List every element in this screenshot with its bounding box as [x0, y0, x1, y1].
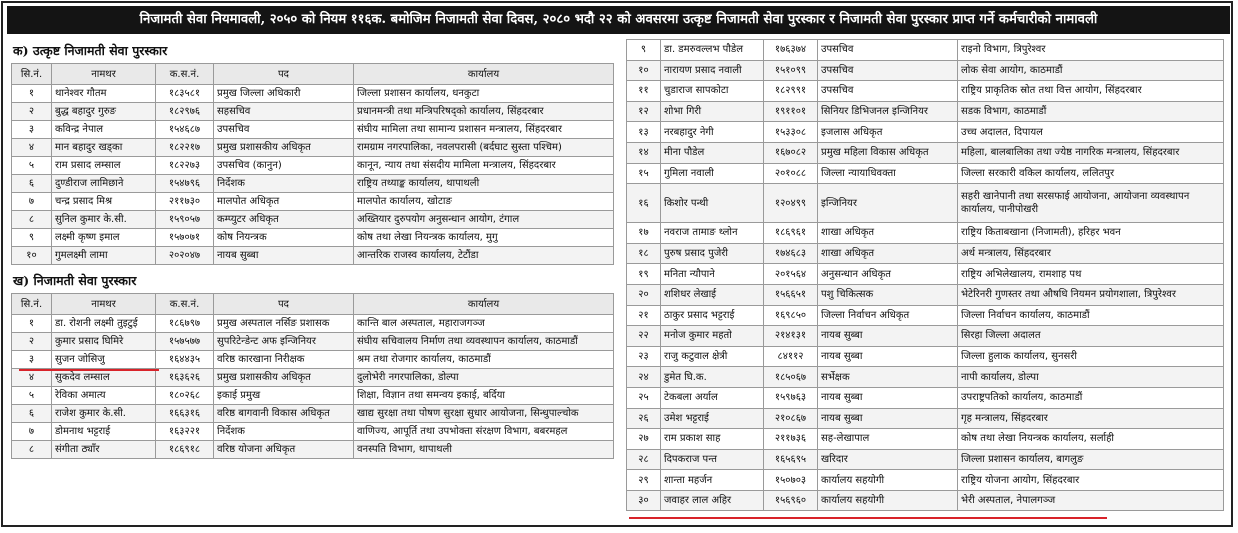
cell-post: नायब सुब्बा: [818, 346, 958, 367]
table-header-row: [12, 294, 614, 315]
section-b-title: ख) निजामती सेवा पुरस्कार: [13, 273, 137, 288]
cell-office: खाद्य सुरक्षा तथा पोषण सुरक्षा सुधार आयोजना, सिन्धुपाल्चोक: [354, 405, 614, 423]
cell-code: १५७०७१: [156, 229, 214, 247]
cell-office: दुलोभेरी नगरपालिका, डोल्पा: [354, 369, 614, 387]
table-service-award: [11, 293, 614, 459]
table-row: [12, 193, 614, 211]
cell-post: कार्यालय सहयोगी: [818, 470, 958, 491]
cell-name: किशोर पन्थी: [661, 184, 764, 223]
cell-code: १५९०५७: [156, 211, 214, 229]
cell-post: जिल्ला न्यायाधिवक्ता: [818, 163, 958, 184]
cell-code: १८२२१७: [156, 139, 214, 157]
cell-office: सिरहा जिल्ला अदालत: [958, 326, 1224, 347]
cell-sn: १६: [627, 184, 661, 223]
cell-name: मनोज कुमार महतो: [661, 326, 764, 347]
cell-post: प्रमुख अस्पताल नर्सिङ प्रशासक: [214, 315, 354, 333]
cell-name: लक्ष्मी कृष्ण इमाल: [52, 229, 156, 247]
cell-code: २१०८६७: [764, 408, 818, 429]
cell-code: १५१०९९: [764, 60, 818, 81]
table-row: [627, 243, 1224, 264]
table-row: [627, 284, 1224, 305]
cell-post: प्रमुख जिल्ला अधिकारी: [214, 85, 354, 103]
col-header-office: कार्यालय: [354, 64, 614, 85]
cell-post: नायब सुब्बा: [214, 247, 354, 265]
cell-post: वरिष्ठ बागवानी विकास अधिकृत: [214, 405, 354, 423]
cell-post: सह-लेखापाल: [818, 429, 958, 450]
cell-sn: १३: [627, 122, 661, 143]
cell-post: खरिदार: [818, 449, 958, 470]
table-body: [12, 315, 614, 459]
cell-sn: १२: [627, 101, 661, 122]
cell-office: जिल्ला प्रशासन कार्यालय, बागलुङ: [958, 449, 1224, 470]
cell-office: राष्ट्रिय किताबखाना (निजामती), हरिहर भवन: [958, 223, 1224, 244]
cell-office: अर्थ मन्त्रालय, सिंहदरबार: [958, 243, 1224, 264]
col-header-name: नामथर: [52, 64, 156, 85]
cell-sn: ५: [12, 157, 52, 175]
cell-office: आन्तरिक राजस्व कार्यालय, टेटौंडा: [354, 247, 614, 265]
cell-office: लोक सेवा आयोग, काठमाडौं: [958, 60, 1224, 81]
cell-post: प्रमुख महिला विकास अधिकृत: [818, 142, 958, 163]
cell-sn: २९: [627, 470, 661, 491]
cell-sn: २३: [627, 346, 661, 367]
highlight-underline-right: [629, 517, 1107, 519]
cell-code: १७४६८३: [764, 243, 818, 264]
cell-sn: ४: [12, 139, 52, 157]
cell-sn: ८: [12, 211, 52, 229]
table-row: [627, 429, 1224, 450]
cell-name: चन्द्र प्रसाद मिश्र: [52, 193, 156, 211]
right-column: [626, 39, 1224, 511]
cell-name: नवराज तामाङ थ्लोन: [661, 223, 764, 244]
cell-name: गुमिला नवाली: [661, 163, 764, 184]
cell-post: कोष नियन्त्रक: [214, 229, 354, 247]
document-frame: [1, 1, 1233, 527]
cell-code: १८६९६१: [764, 223, 818, 244]
cell-post: नायब सुब्बा: [818, 326, 958, 347]
cell-name: राजेश कुमार के.सी.: [52, 405, 156, 423]
cell-code: १६३२२१: [156, 423, 214, 441]
cell-code: १८०२६८: [156, 387, 214, 405]
cell-sn: १: [12, 85, 52, 103]
cell-office: राष्ट्रिय योजना आयोग, सिंहदरबार: [958, 470, 1224, 491]
cell-post: उपसचिव: [818, 60, 958, 81]
cell-office: शिक्षा, विज्ञान तथा समन्वय इकाई, बर्दिया: [354, 387, 614, 405]
cell-post: मालपोत अधिकृत: [214, 193, 354, 211]
cell-sn: २२: [627, 326, 661, 347]
cell-post: प्रमुख प्रशासकीय अधिकृत: [214, 139, 354, 157]
cell-name: शान्ता महर्जन: [661, 470, 764, 491]
cell-post: नायब सुब्बा: [818, 387, 958, 408]
cell-office: अख्तियार दुरुपयोग अनुसन्धान आयोग, टंगाल: [354, 211, 614, 229]
cell-office: राष्ट्रिय प्राकृतिक स्रोत तथा वित्त आयोग, सिंहदरबार: [958, 81, 1224, 102]
cell-office: जिल्ला प्रशासन कार्यालय, धनकुटा: [354, 85, 614, 103]
cell-name: कविन्द्र नेपाल: [52, 121, 156, 139]
cell-code: २०१५६४: [764, 264, 818, 285]
table-row: [627, 326, 1224, 347]
table-row: [12, 333, 614, 351]
cell-sn: २८: [627, 449, 661, 470]
table-row: [627, 346, 1224, 367]
cell-sn: ८: [12, 441, 52, 459]
cell-name: बुद्ध बहादुर गुरुङ: [52, 103, 156, 121]
cell-code: १६९८५०: [764, 305, 818, 326]
cell-post: निर्देशक: [214, 175, 354, 193]
cell-office: जिल्ला निर्वाचन कार्यालय, काठमाडौं: [958, 305, 1224, 326]
cell-code: १२०४९९: [764, 184, 818, 223]
table-row: [627, 101, 1224, 122]
cell-post: निर्देशक: [214, 423, 354, 441]
table-row: [12, 157, 614, 175]
cell-office: गृह मन्त्रालय, सिंहदरबार: [958, 408, 1224, 429]
table-row: [12, 247, 614, 265]
cell-name: चुडाराज सापकोटा: [661, 81, 764, 102]
cell-office: सहरी खानेपानी तथा सरसफाई आयोजना, आयोजना व्यवस्थापन कार्यालय, पानीपोखरी: [958, 184, 1224, 223]
cell-code: १५६६५१: [764, 284, 818, 305]
cell-code: १८२९९१: [764, 81, 818, 102]
cell-code: १५०७०३: [764, 470, 818, 491]
cell-post: इजलास अधिकृत: [818, 122, 958, 143]
cell-name: मीना पौडेल: [661, 142, 764, 163]
cell-code: ८४११२: [764, 346, 818, 367]
cell-name: राम प्रकाश साह: [661, 429, 764, 450]
cell-office: राइनो विभाग, त्रिपुरेश्वर: [958, 40, 1224, 61]
cell-office: प्रधानमन्त्री तथा मन्त्रिपरिषद्को कार्यालय, सिंहदरबार: [354, 103, 614, 121]
cell-code: २०२०४७: [156, 247, 214, 265]
table-row: [12, 211, 614, 229]
cell-code: १६५६९५: [764, 449, 818, 470]
table-row: [627, 408, 1224, 429]
table-row: [12, 175, 614, 193]
cell-office: महिला, बालबालिका तथा ज्येष्ठ नागरिक मन्त्रालय, सिंहदरबार: [958, 142, 1224, 163]
cell-sn: १८: [627, 243, 661, 264]
cell-post: इकाई प्रमुख: [214, 387, 354, 405]
table-row: [627, 81, 1224, 102]
cell-code: १८२२७३: [156, 157, 214, 175]
col-header-office: कार्यालय: [354, 294, 614, 315]
cell-code: १५३३०८: [764, 122, 818, 143]
cell-name: सुकदेव लम्साल: [52, 369, 156, 387]
table-row: [12, 103, 614, 121]
cell-office: कोष तथा लेखा नियन्त्रक कार्यालय, मुगु: [354, 229, 614, 247]
cell-sn: २७: [627, 429, 661, 450]
cell-sn: ९: [12, 229, 52, 247]
col-header-name: नामथर: [52, 294, 156, 315]
table-row: [12, 369, 614, 387]
col-header-post: पद: [214, 294, 354, 315]
cell-name: जवाहर लाल अहिर: [661, 490, 764, 511]
cell-name: दिपकराज पन्त: [661, 449, 764, 470]
cell-sn: ३०: [627, 490, 661, 511]
cell-code: १६३६२६: [156, 369, 214, 387]
cell-name: नारायण प्रसाद नवाली: [661, 60, 764, 81]
cell-office: राष्ट्रिय अभिलेखालय, रामशाह पथ: [958, 264, 1224, 285]
table-row: [12, 121, 614, 139]
cell-office: भेटेरिनरी गुणस्तर तथा औषधि नियमन प्रयोगशाला, त्रिपुरेश्वर: [958, 284, 1224, 305]
cell-post: इन्जिनियर: [818, 184, 958, 223]
cell-post: सिनियर डिभिजनल इन्जिनियर: [818, 101, 958, 122]
table-row: [12, 229, 614, 247]
cell-post: सुपरिटेन्डेन्ट अफ इन्जिनियर: [214, 333, 354, 351]
cell-code: १६४४३५: [156, 351, 214, 369]
cell-name: डा. डमरुवल्लभ पौडेल: [661, 40, 764, 61]
table-row: [627, 367, 1224, 388]
cell-code: १६७०८२: [764, 142, 818, 163]
cell-post: वरिष्ठ योजना अधिकृत: [214, 441, 354, 459]
cell-name: डुमेत घि.क.: [661, 367, 764, 388]
table-outstanding-award: [11, 63, 614, 265]
cell-code: २११७३०: [156, 193, 214, 211]
cell-post: पशु चिकित्सक: [818, 284, 958, 305]
cell-sn: १७: [627, 223, 661, 244]
cell-post: वरिष्ठ कारखाना निरीक्षक: [214, 351, 354, 369]
section-a-title: क) उत्कृष्ट निजामती सेवा पुरस्कार: [13, 43, 168, 58]
table-row: [627, 470, 1224, 491]
cell-office: रामग्राम नगरपालिका, नवलपरासी (बर्दघाट सुस्ता पश्चिम): [354, 139, 614, 157]
cell-post: सर्भेक्षक: [818, 367, 958, 388]
cell-sn: १९: [627, 264, 661, 285]
table-row: [12, 139, 614, 157]
cell-office: वनस्पति विभाग, थापाथली: [354, 441, 614, 459]
cell-sn: १०: [627, 60, 661, 81]
cell-office: राष्ट्रिय तथ्याङ्क कार्यालय, थापाथली: [354, 175, 614, 193]
cell-code: २११७३६: [764, 429, 818, 450]
table-row: [12, 351, 614, 369]
cell-office: भेरी अस्पताल, नेपालगञ्ज: [958, 490, 1224, 511]
cell-office: संघीय सचिवालय निर्माण तथा व्यवस्थापन कार्यालय, काठमाडौं: [354, 333, 614, 351]
cell-sn: २५: [627, 387, 661, 408]
cell-sn: ११: [627, 81, 661, 102]
cell-name: राजु कटुवाल क्षेत्री: [661, 346, 764, 367]
table-row: [627, 122, 1224, 143]
cell-code: १८६७९७: [156, 315, 214, 333]
cell-post: उपसचिव: [818, 40, 958, 61]
table-row: [627, 449, 1224, 470]
cell-office: कोष तथा लेखा नियन्त्रक कार्यालय, सर्लाही: [958, 429, 1224, 450]
table-row: [12, 405, 614, 423]
cell-office: वाणिज्य, आपूर्ति तथा उपभोक्ता संरक्षण विभाग, बबरमहल: [354, 423, 614, 441]
table-row: [627, 490, 1224, 511]
cell-office: जिल्ला सरकारी वकिल कार्यालय, ललितपुर: [958, 163, 1224, 184]
cell-code: २१४१३१: [764, 326, 818, 347]
cell-sn: ३: [12, 351, 52, 369]
cell-code: १८२९७६: [156, 103, 214, 121]
col-header-code: क.स.नं.: [156, 294, 214, 315]
cell-office: श्रम तथा रोजगार कार्यालय, काठमाडौं: [354, 351, 614, 369]
cell-name: राम प्रसाद लम्साल: [52, 157, 156, 175]
table-row: [627, 163, 1224, 184]
cell-name: सुनिल कुमार के.सी.: [52, 211, 156, 229]
highlight-underline-left: [19, 369, 159, 371]
table-row: [627, 305, 1224, 326]
cell-sn: २०: [627, 284, 661, 305]
cell-name: डा. रोशनी लक्ष्मी तुइटुई: [52, 315, 156, 333]
cell-code: १८३५८१: [156, 85, 214, 103]
cell-post: प्रमुख प्रशासकीय अधिकृत: [214, 369, 354, 387]
cell-post: शाखा अधिकृत: [818, 243, 958, 264]
cell-name: मनिता न्यौपाने: [661, 264, 764, 285]
page-title: निजामती सेवा नियमावली, २०५० को नियम ११६क. बमोजिम निजामती सेवा दिवस, २०८० भदौ २२ को अवसरमा उत्कृष्ट निजामती सेवा पुरस्कार र निजामती सेवा पुरस्कार प्राप्त गर्ने कर्मचारीको नामावली: [7, 6, 1230, 34]
cell-post: कम्प्युटर अधिकृत: [214, 211, 354, 229]
cell-name: डोमनाथ भट्टराई: [52, 423, 156, 441]
cell-name: संगीता ठ्याँर: [52, 441, 156, 459]
table-row: [627, 60, 1224, 81]
table-row: [627, 142, 1224, 163]
cell-name: टेकबला अर्याल: [661, 387, 764, 408]
cell-name: सुजन जोसिजु: [52, 351, 156, 369]
table-row: [627, 40, 1224, 61]
cell-name: कुमार प्रसाद घिमिरे: [52, 333, 156, 351]
cell-office: मालपोत कार्यालय, खोटाङ: [354, 193, 614, 211]
cell-code: १९११०१: [764, 101, 818, 122]
cell-sn: ३: [12, 121, 52, 139]
cell-name: थानेश्वर गौतम: [52, 85, 156, 103]
cell-office: उपराष्ट्रपतिको कार्यालय, काठमाडौं: [958, 387, 1224, 408]
table-body: [627, 40, 1224, 511]
cell-name: गुमलक्ष्मी लामा: [52, 247, 156, 265]
cell-post: उपसचिव: [214, 121, 354, 139]
cell-name: मान बहादुर खड्का: [52, 139, 156, 157]
cell-code: १८६९१८: [156, 441, 214, 459]
cell-code: १५६९६०: [764, 490, 818, 511]
col-header-code: क.स.नं.: [156, 64, 214, 85]
cell-sn: ७: [12, 423, 52, 441]
cell-name: रेविका अमात्य: [52, 387, 156, 405]
cell-post: उपसचिव (कानुन): [214, 157, 354, 175]
table-row: [627, 387, 1224, 408]
cell-sn: २६: [627, 408, 661, 429]
cell-office: कान्ति बाल अस्पताल, महाराजगञ्ज: [354, 315, 614, 333]
cell-code: १८५०६७: [764, 367, 818, 388]
cell-name: दुण्डीराज लामिछाने: [52, 175, 156, 193]
cell-sn: २: [12, 333, 52, 351]
cell-sn: २: [12, 103, 52, 121]
table-row: [12, 441, 614, 459]
cell-sn: १०: [12, 247, 52, 265]
cell-name: नरबहादुर नेगी: [661, 122, 764, 143]
cell-post: कार्यालय सहयोगी: [818, 490, 958, 511]
cell-office: नापी कार्यालय, डोल्पा: [958, 367, 1224, 388]
table-row: [627, 223, 1224, 244]
cell-code: १५७५७७: [156, 333, 214, 351]
cell-name: ठाकुर प्रसाद भट्टराई: [661, 305, 764, 326]
col-header-post: पद: [214, 64, 354, 85]
cell-post: अनुसन्धान अधिकृत: [818, 264, 958, 285]
cell-code: १७६३७४: [764, 40, 818, 61]
cell-sn: ५: [12, 387, 52, 405]
cell-code: १५९७६३: [764, 387, 818, 408]
cell-sn: २४: [627, 367, 661, 388]
cell-post: उपसचिव: [818, 81, 958, 102]
cell-name: शशिधर लेखाई: [661, 284, 764, 305]
cell-sn: ६: [12, 405, 52, 423]
cell-sn: ६: [12, 175, 52, 193]
cell-post: सहसचिव: [214, 103, 354, 121]
cell-name: उमेश भट्टराई: [661, 408, 764, 429]
cell-post: जिल्ला निर्वाचन अधिकृत: [818, 305, 958, 326]
cell-sn: ४: [12, 369, 52, 387]
cell-sn: ९: [627, 40, 661, 61]
cell-sn: ७: [12, 193, 52, 211]
cell-post: नायब सुब्बा: [818, 408, 958, 429]
table-row: [627, 264, 1224, 285]
cell-code: १५४६८७: [156, 121, 214, 139]
cell-post: शाखा अधिकृत: [818, 223, 958, 244]
table-row: [627, 184, 1224, 223]
cell-sn: २१: [627, 305, 661, 326]
table-row: [12, 423, 614, 441]
cell-code: २०१०८८: [764, 163, 818, 184]
cell-name: शोभा गिरी: [661, 101, 764, 122]
cell-office: जिल्ला हुलाक कार्यालय, सुनसरी: [958, 346, 1224, 367]
col-header-sn: सि.नं.: [12, 64, 52, 85]
cell-office: उच्च अदालत, दिपायल: [958, 122, 1224, 143]
table-row: [12, 315, 614, 333]
cell-name: पुरुष प्रसाद पुजेरी: [661, 243, 764, 264]
table-header-row: [12, 64, 614, 85]
left-column: [11, 39, 614, 459]
cell-sn: १४: [627, 142, 661, 163]
table-row: [12, 387, 614, 405]
cell-office: सडक विभाग, काठमाडौं: [958, 101, 1224, 122]
cell-code: १६६३१६: [156, 405, 214, 423]
cell-office: संघीय मामिला तथा सामान्य प्रशासन मन्त्रालय, सिंहदरबार: [354, 121, 614, 139]
cell-office: कानून, न्याय तथा संसदीय मामिला मन्त्रालय, सिंहदरबार: [354, 157, 614, 175]
table-service-award-continued: [626, 39, 1224, 511]
table-row: [12, 85, 614, 103]
col-header-sn: सि.नं.: [12, 294, 52, 315]
cell-sn: १: [12, 315, 52, 333]
cell-code: १५४७९६: [156, 175, 214, 193]
cell-sn: १५: [627, 163, 661, 184]
table-body: [12, 85, 614, 265]
